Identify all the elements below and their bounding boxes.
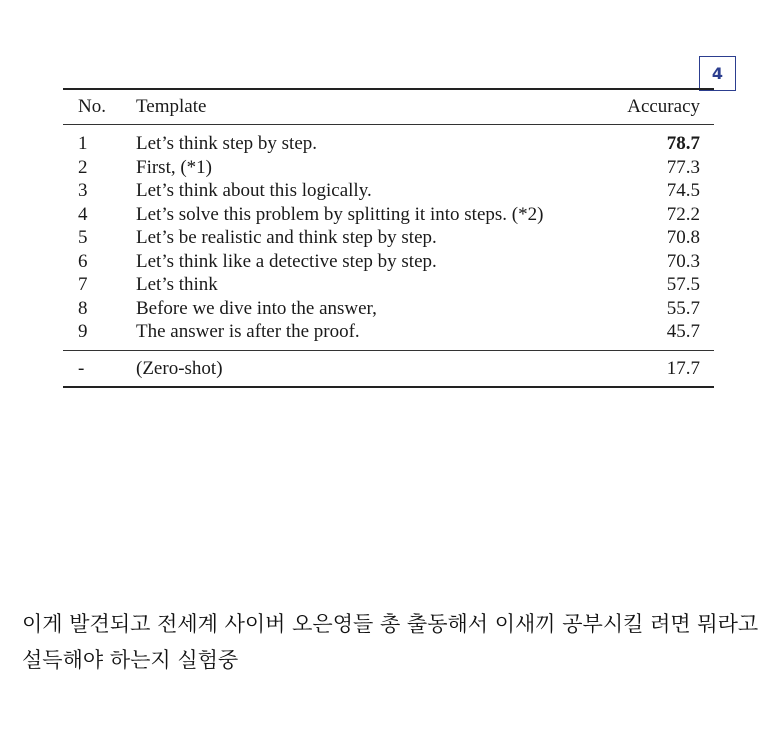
row-template: Let’s think about this logically. [136,180,372,201]
row-accuracy: 55.7 [666,297,700,319]
row-no: 4 [78,203,88,225]
table-row [63,226,714,250]
row-template: Let’s think like a detective step by step. [136,250,437,272]
row-accuracy: 57.5 [666,274,700,295]
row-no: 3 [78,180,88,201]
row-accuracy: 72.2 [666,203,700,225]
row-template: Let’s be realistic and think step by step. [136,227,437,248]
caption-text: 이게 발견되고 전세계 사이버 오은영들 총 출동해서 이새끼 공부시킬 려면 뭐라고 설득해야 하는지 실험중 [22,612,759,672]
table-row [63,297,714,321]
row-template: Let’s solve this problem by splitting it into steps. (*2) [136,203,544,225]
row-no: 5 [78,227,88,248]
page-number-badge: 4 [699,56,736,91]
table-body [63,125,714,344]
row-template: First, (*1) [136,156,212,178]
row-template: (Zero-shot) [136,357,223,379]
row-no: 8 [78,297,88,319]
row-accuracy: 45.7 [666,321,700,342]
header-accuracy: Accuracy [627,96,700,117]
row-template: Let’s think step by step. [136,133,318,154]
row-template: Before we dive into the answer, [136,297,377,319]
table-bottom-rule [63,386,714,388]
table-header-row [63,90,714,124]
row-no: 9 [78,321,88,342]
table-row [63,179,714,203]
row-accuracy: 78.7 [666,133,700,154]
table-row [63,250,714,274]
table-row-baseline [63,351,714,387]
header-template: Template [136,96,207,117]
results-table [63,88,714,388]
header-no: No. [78,96,106,117]
row-no: 7 [78,274,88,295]
row-accuracy: 77.3 [666,156,700,178]
table-row [63,132,714,156]
table-row [63,203,714,227]
row-template: Let’s think [136,274,218,295]
table-row [63,273,714,297]
table-row [63,156,714,180]
row-accuracy: 70.8 [666,227,700,248]
row-accuracy: 17.7 [666,357,700,379]
table-row [63,320,714,344]
row-accuracy: 70.3 [666,250,700,272]
row-no: 1 [78,133,88,154]
row-no: 2 [78,156,88,178]
row-template: The answer is after the proof. [136,321,360,342]
row-accuracy: 74.5 [666,180,700,201]
row-no: 6 [78,250,88,272]
row-no: - [78,357,85,379]
